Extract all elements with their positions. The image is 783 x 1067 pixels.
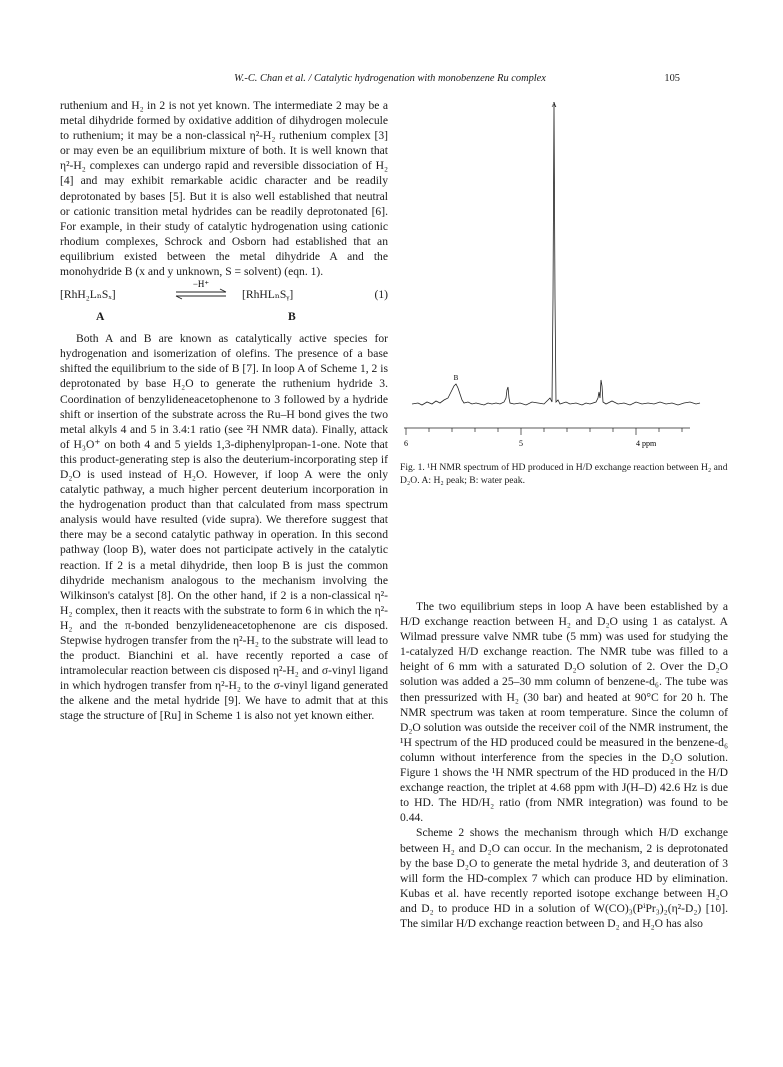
equation-1	[60, 279, 388, 307]
right-paragraph-1: The two equilibrium steps in loop A have been established by a H/D exchange reaction between H₂ and D₂O using 1 as catalyst. A Wilmad pressure valve NMR tube (5 mm) was used for studying the 1-catalyzed H/D exchange reaction. The NMR tube was filled to a height of 6 mm with a saturated D₂O solution of 2. Over the D₂O solution was added a 25–30 mm column of benzene-d₆. The tube was then pressurized with H₂ (30 bar) and heated at 90°C for 20 h. The NMR spectrum was taken at room temperature. Since the column of D₂O solution was outside the receiver coil of the NMR instrument, the ¹H spectrum of the HD produced could be measured in the benzene-d₆ column without interference from the species in the D₂O solution. Figure 1 shows the ¹H NMR spectrum of the HD produced in the H/D exchange reaction, the triplet at 4.68 ppm with J(H–D) 42.6 Hz is due to HD. The HD/H₂ ratio (from NMR integration) was found to be 0.44.	[400, 600, 728, 825]
nmr-spectrum-plot	[400, 98, 728, 458]
running-head: W.-C. Chan et al. / Catalytic hydrogenation with monobenzene Ru complex	[234, 73, 546, 84]
equation-arrow-label: −H⁺	[192, 279, 210, 290]
right-paragraph-2: Scheme 2 shows the mechanism through which H/D exchange between H₂ and D₂O can occur. In the mechanism, 2 is deprotonated by the base D₂O to generate the metal hydride 3, and deuteration of 3 will form the HD-complex 7 which can produce HD by elimination. Kubas et al. have recently reported isotope exchange between H₂O and D₂ to produce HD in a solution of W(CO)₃(PⁱPr₃)₂(η²-D₂) [10]. The similar H/D exchange reaction between D₂ and H₂O has also	[400, 826, 728, 930]
tick-label-4: 4 ppm	[636, 439, 657, 448]
left-column	[60, 98, 388, 724]
equilibrium-arrow-icon	[172, 277, 230, 307]
page-header	[0, 73, 783, 89]
peak-b-label: B	[453, 374, 459, 382]
equation-label-a: A	[96, 310, 105, 324]
peak-a-label: A	[551, 101, 557, 109]
figure-caption: Fig. 1. ¹H NMR spectrum of HD produced in H/D exchange reaction between H₂ and D₂O. A: H₂ peak; B: water peak.	[400, 462, 728, 486]
right-column	[400, 599, 728, 931]
equation-number: (1)	[374, 288, 388, 302]
tick-label-5: 5	[519, 439, 523, 448]
equation-lhs: [RhH₂LₙSₓ]	[60, 288, 116, 302]
tick-label-6: 6	[404, 439, 408, 448]
left-paragraph-2: Both A and B are known as catalytically active species for hydrogenation and isomerization of olefins. The presence of a base shifted the equilibrium to the side of B [7]. In loop A of Scheme 1, 2 is deprotonated by base H₂O to generate the ruthenium hydride 3. Coordination of benzylideneacetophenone to 3 followed by a hydride shift or insertion of the substrate across the Ru–H bond gives the two metal alkyls 4 and 5 in 3.4:1 ratio (see ²H NMR data). Finally, attack of H₃O⁺ on both 4 and 5 yields 1,3-diphenylpropan-1-one. Note that this product-generating step is also the deuterium-incorporating step if D₂O is used instead of H₂O. However, if loop A were the only catalytic pathway, a much higher percent deuterium incorporation in the hydrogenation product than that calculated from mass spectrum analysis would have resulted (vide supra). We therefore suggest that there may be a second catalytic pathway in operation. In this second pathway (loop B), water does not participate actively in the catalytic reaction. If 2 is a metal dihydride, then loop B is just the common dihydride mechanism analogous to the mechanism involving the Wilkinson's catalyst [8]. On the other hand, if 2 is a non-classical η²-H₂ complex, then it reacts with the substrate to form 6 in which the η²-H₂ and the π-bonded benzylideneacetophenone are cis disposed. Stepwise hydrogen transfer from the η²-H₂ to the substrate will lead to the product. Bianchini et al. have recently reported a case of intramolecular reaction between cis disposed η²-H₂ and σ-vinyl ligand in which hydrogen transfer from η²-H₂ to the σ-vinyl ligand generated the alkene and the metal hydride [9]. We have to admit that at this stage the structure of [Ru] in Scheme 1 is also not yet known either.	[60, 332, 388, 723]
spectrum-trace	[412, 104, 700, 405]
left-paragraph-1: ruthenium and H₂ in 2 is not yet known. The intermediate 2 may be a metal dihydride formed by oxidative addition of dihydrogen molecule to ruthenium; it may be a non-classical η²-H₂ ruthenium complex [3] or may even be an equilibrium mixture of both. It is well known that η²-H₂ complexes can undergo rapid and reversible dissociation of H₂ [4] and may exhibit remarkable acidic character and be readily deprotonated by bases [5]. But it is also well established that neutral or cationic transition metal hydrides can be readily deprotonated [6]. For example, in their study of catalytic hydrogenation using cationic rhodium complexes, Schrock and Osborn had established that an equilibrium existed between the metal dihydride A and the monohydride B (x and y unknown, S = solvent) (eqn. 1).	[60, 99, 388, 279]
nmr-spectrum-figure	[400, 98, 728, 458]
page-number: 105	[664, 73, 680, 84]
equation-label-b: B	[288, 310, 296, 324]
equation-rhs: [RhHLₙSᵧ]	[242, 288, 294, 302]
equation-labels	[60, 309, 388, 325]
x-axis-ticks	[406, 428, 682, 435]
